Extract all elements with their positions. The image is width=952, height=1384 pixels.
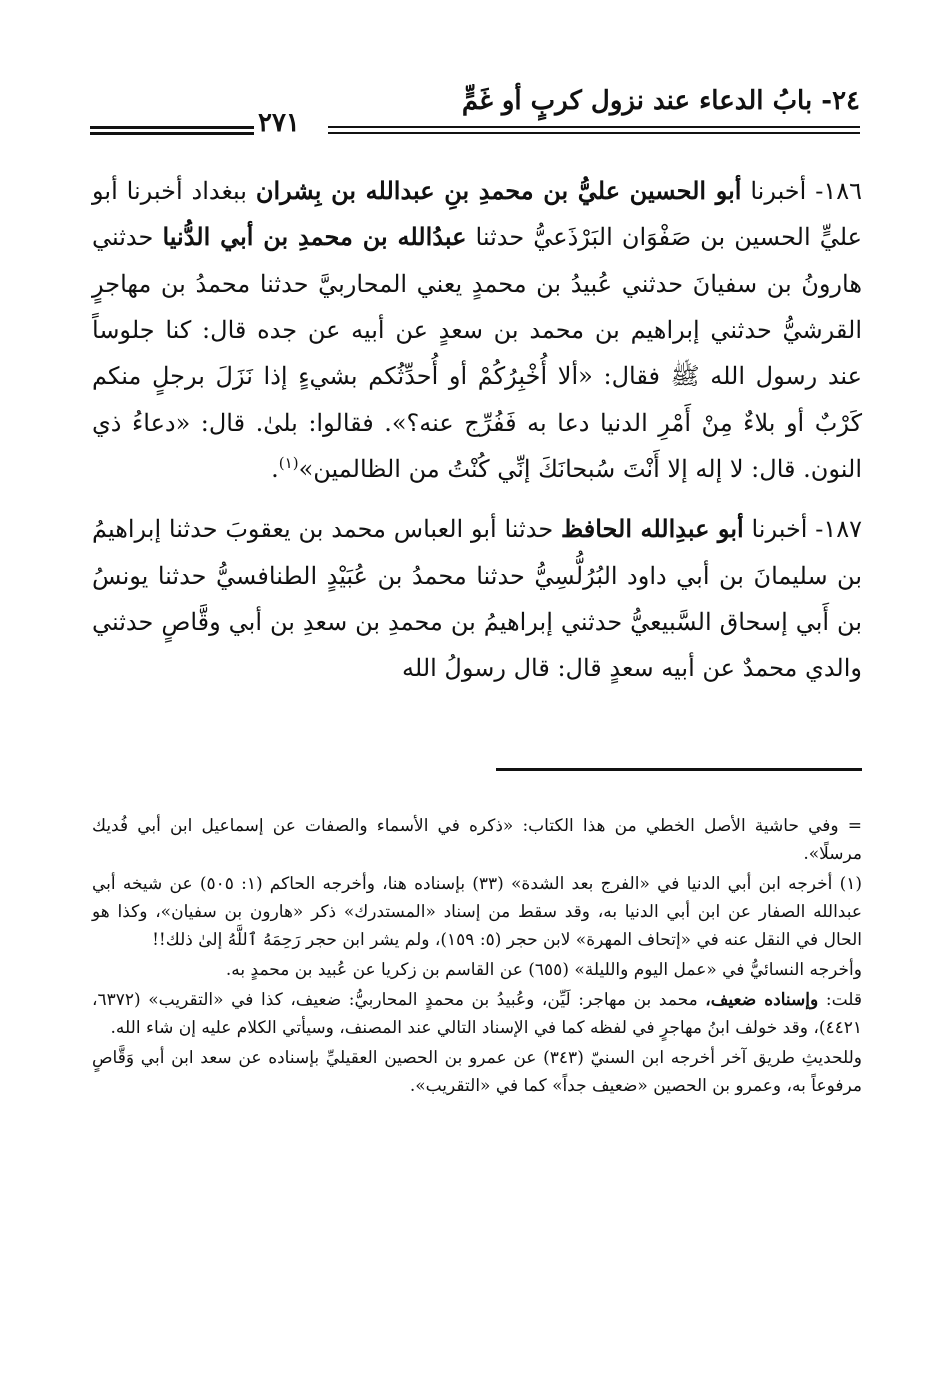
running-header [90,82,860,142]
footnote-text: قلت: [825,990,863,1011]
footnote-paragraph [92,986,862,1042]
footnote-1: (١) أخرجه ابن أبي الدنيا في «الفرج بعد الشدة» (٣٣) بإسناده هنا، وأخرجه الحاكم (١: ٥٠٥) عن شيخه أبي عبدالله الصفار عن ابن أبي الدنيا به، وقد سقط من إسناد «المستدرك» ذكر «هارون بن سفيان»، وكذا هو الحال في النقل عنه في «إتحاف المهرة» لابن حجر (٥: ١٥٩)، ولم يشر ابن حجر رَحِمَهُ ٱللَّهُ إلىٰ ذلك!! [92,874,862,951]
header-rule [90,132,254,135]
page-number: ٢٧١ [258,108,300,138]
header-rule [90,126,254,129]
hadith-text: ببغداد أخبرنا أبو عليٍّ الحسين بن صَفْوَان البَرْذَعيُّ حدثنا [92,177,862,252]
footnote-text: محمد بن مهاجر: لَيِّن، وعُبيدُ بن محمدٍ المحاربيُّ: ضعيف، كذا في «التقريب» (٦٣٧٢، ٤٤٢١)، وقد خولف ابنُ مهاجرٍ في لفظه كما في الإسناد التالي عند المصنف، وسيأتي الكلام عليه إن شاء الله. [92,990,862,1039]
header-rule [328,126,860,128]
footnote-paragraph: وللحديثِ طريق آخر أخرجه ابن السنيّ (٣٤٣) عن عمرو بن الحصين العقيليِّ بإسناده عن سعد ابن أبي وَقَّاصٍ مرفوعاً به، وعمرو بن الحصين «ضعيف جداً» كما في «التقريب». [92,1048,862,1097]
footnote-continuation: = وفي حاشية الأصل الخطي من هذا الكتاب: «ذكره في الأسماء والصفات عن إسماعيل ابن أبي فُديك مرسلًا». [92,816,862,865]
footnote-ref: (١) [278,453,299,472]
narrator-name: عبدُالله بن محمدِ بن أبي الدُّنيا [162,222,467,252]
main-text [92,168,862,705]
hadith-text: حدثني هارونُ بن سفيانَ حدثني عُبيدُ بن محمدٍ يعني المحاربيَّ حدثنا محمدُ بن مهاجرٍ القرشيُّ حدثني إبراهيم بن محمد بن سعدٍ عن أبيه عن جده قال: كنا جلوساً عند رسول الله ﷺ فقال: «ألا أُخْبِرُكُمْ أو أُحدِّثُكم بشيءٍ إذا نَزَلَ برجلٍ منكم كَرْبٌ أو بلاءٌ مِنْ أَمْرِ الدنيا دعا به فَفُرِّج عنه؟». فقالوا: بلىٰ. قال: «دعاءُ ذي النون. قال: لا إله إلا أَنْتَ سُبحانَكَ إنِّي كُنْتُ من الظالمين» [92,223,862,483]
header-rule [328,132,860,134]
footnote-separator [496,768,862,771]
hadith-187 [92,506,862,691]
narrator-name: أبو الحسين عليُّ بن محمدِ بنِ عبدالله بن بِشران [255,176,742,205]
hadith-text: حدثنا أبو العباس محمد بن يعقوبَ حدثنا إبراهيمُ بن سليمانَ بن أبي داود البُرُلُّسِيُّ حدثنا محمدُ بن عُبَيْدٍ الطنافسيُّ حدثنا يونسُ بن أَبي إسحاق السَّبيعيُّ حدثني إبراهيمُ بن محمدِ بن سعدِ بن أبي وقَّاصٍ حدثني والدي محمدٌ عن أبيه سعدٍ قال: قال رسولُ الله [92,515,862,683]
hadith-text: أخبرنا [750,177,807,205]
footnotes [92,812,862,1102]
footnote-paragraph: وأخرجه النسائيُّ في «عمل اليوم والليلة» (٦٥٥) عن القاسم بن زكريا عن عُبيد بن محمدٍ به. [225,960,862,981]
sentence-end: . [271,454,279,483]
hadith-number: ١٨٧- [815,515,863,544]
chapter-title: ٢٤- بابُ الدعاء عند نزول كربٍ أو غَمٍّ [461,86,860,116]
hadith-number: ١٨٦- [815,177,862,205]
grading: وإسناده ضعيف، [705,990,819,1011]
hadith-186 [92,168,862,492]
hadith-text: أخبرنا [751,515,808,544]
narrator-name: أبو عبدِالله الحافظ [560,514,744,544]
